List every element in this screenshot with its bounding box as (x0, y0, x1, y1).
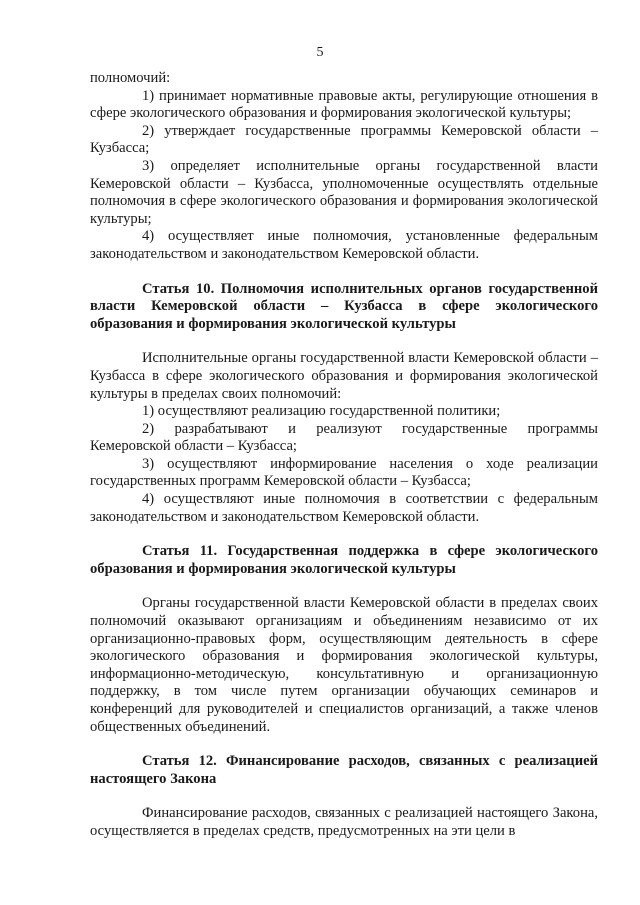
article-10-item: 4) осуществляют иные полномочия в соответствии с федеральным законодательством и законодательством Кемеровской области. (90, 491, 598, 525)
article-10-item: 1) осуществляют реализацию государственной политики; (142, 403, 501, 420)
article-11-title: Статья 11. Государственная поддержка в сфере экологического образования и формирования экологической культуры (90, 543, 598, 577)
page-number: 5 (316, 45, 324, 60)
intro-item: 1) принимает нормативные правовые акты, регулирующие отношения в сфере экологического образования и формирования экологической культуры; (90, 87, 598, 122)
intro-lead: полномочий: (90, 70, 171, 86)
article-12-body: Финансирование расходов, связанных с реализацией настоящего Закона, осуществляется в пределах средств, предусмотренных на эти цели в (90, 805, 598, 839)
intro-item: 2) утверждает государственные программы Кемеровской области – Кузбасса; (90, 122, 598, 157)
intro-item: 3) определяет исполнительные органы государственной власти Кемеровской области – Кузбасса, уполномоченные осуществлять отдельные полномочия в сфере экологического образования и формирования экологической культуры; (90, 157, 598, 227)
document-body (90, 70, 598, 841)
article-12-title: Статья 12. Финансирование расходов, связанных с реализацией настоящего Закона (90, 753, 598, 787)
article-11-body: Органы государственной власти Кемеровской области в пределах своих полномочий оказывают организациям и объединениям независимо от их организационно-правовых форм, осуществляющим деятельность в сфере экологического образования и формирования экологической культуры, информационно-методическую, консультативную и организационную поддержку, в том числе путем организации обучающих семинаров и конференций для руководителей и специалистов организаций, а также членов общественных объединений. (90, 595, 598, 735)
article-10-item: 3) осуществляют информирование населения о ходе реализации государственных программ Кемеровской области – Кузбасса; (90, 455, 598, 490)
intro-item: 4) осуществляет иные полномочия, установленные федеральным законодательством и законодательством Кемеровской области. (90, 228, 598, 262)
article-10-lead: Исполнительные органы государственной власти Кемеровской области – Кузбасса в сфере экологического образования и формирования экологической культуры в пределах своих полномочий: (90, 350, 598, 402)
article-10-item: 2) разрабатывают и реализуют государственные программы Кемеровской области – Кузбасса; (90, 420, 598, 455)
article-10-title: Статья 10. Полномочия исполнительных органов государственной власти Кемеровской области – Кузбасса в сфере экологического образования и формирования экологической культуры (90, 280, 598, 332)
